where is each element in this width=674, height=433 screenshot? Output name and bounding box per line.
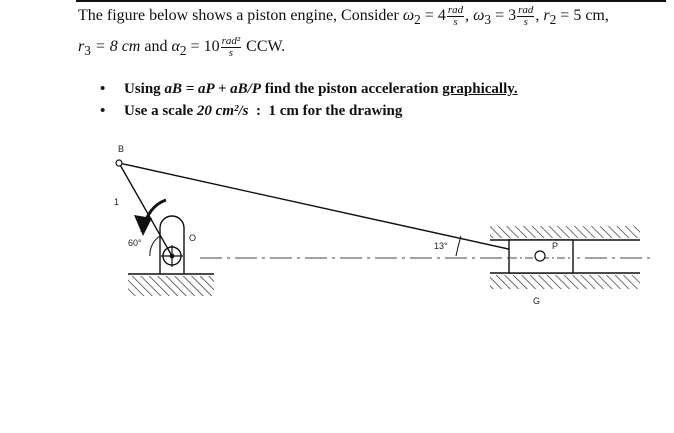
alpha2-value: = 10 — [190, 38, 220, 55]
connecting-rod — [119, 163, 540, 256]
omega2-unit: $\frac{\text{rad}}{s}$ — [447, 3, 464, 28]
r2-subscript: 2 — [549, 12, 557, 28]
and-text: and — [144, 38, 168, 55]
bullet-icon: • — [100, 103, 106, 119]
bullet-icon: • — [100, 81, 106, 97]
label-1: 1 — [114, 197, 120, 207]
problem-line-1: The figure below shows a piston engine, Consider $\omega_2 = 4$ $\frac{\text{rad}}{s}$ , $\omega_3 = 3$ $\frac{\text{rad}}{s}$ , $r_2 = 5$ cm, — [78, 3, 609, 28]
angle-60-arc — [150, 236, 160, 256]
item1-prefix: Using — [124, 81, 161, 97]
r2-symbol: r — [543, 7, 550, 24]
label-b: B — [118, 144, 125, 154]
pin-b — [116, 160, 122, 166]
r3-symbol: r — [78, 38, 85, 55]
guide-upper — [490, 226, 640, 240]
ccw-text: CCW. — [246, 38, 286, 55]
angle-13-arc — [456, 236, 461, 256]
scale-value: 20 cm²/s — [196, 103, 249, 119]
label-p: P — [552, 241, 559, 251]
label-g: G — [533, 296, 541, 306]
crank-pivot-support — [160, 216, 184, 274]
label-o: O — [189, 233, 197, 243]
item1-text: find the piston acceleration — [264, 81, 439, 97]
crank-ground — [128, 274, 214, 296]
omega3-subscript: 3 — [484, 12, 492, 28]
guide-lower — [490, 273, 640, 289]
acceleration-equation: aB = aP + aB/P — [164, 81, 261, 97]
rotation-arrow-icon — [134, 200, 166, 236]
omega2-subscript: 2 — [414, 12, 421, 28]
graphically-text: graphically. — [442, 81, 518, 97]
alpha2-symbol: α — [171, 38, 180, 55]
intro-text: The figure below shows a piston engine, Consider — [78, 7, 399, 24]
scale-colon: : — [255, 103, 261, 119]
crank-link — [119, 163, 172, 256]
omega2-symbol: ω — [402, 7, 415, 24]
r3-value: = 8 cm — [94, 38, 141, 55]
omega3-value: = 3 — [495, 7, 517, 24]
label-60: 60° — [128, 238, 142, 248]
alpha2-subscript: 2 — [179, 43, 187, 59]
label-13: 13° — [434, 241, 448, 251]
r2-value: = 5 cm, — [560, 7, 609, 24]
r3-subscript: 3 — [84, 43, 91, 59]
alpha2-unit: $\frac{\text{rad²}}{s}$ — [221, 34, 241, 59]
piston-block — [509, 240, 573, 273]
omega3-unit: $\frac{\text{rad}}{s}$ — [518, 3, 534, 28]
item2-text: 1 cm for the drawing — [268, 103, 403, 119]
omega3-symbol: ω — [473, 7, 485, 24]
omega2-value: = 4 — [424, 7, 446, 24]
item2-prefix: Use a scale — [124, 103, 194, 119]
